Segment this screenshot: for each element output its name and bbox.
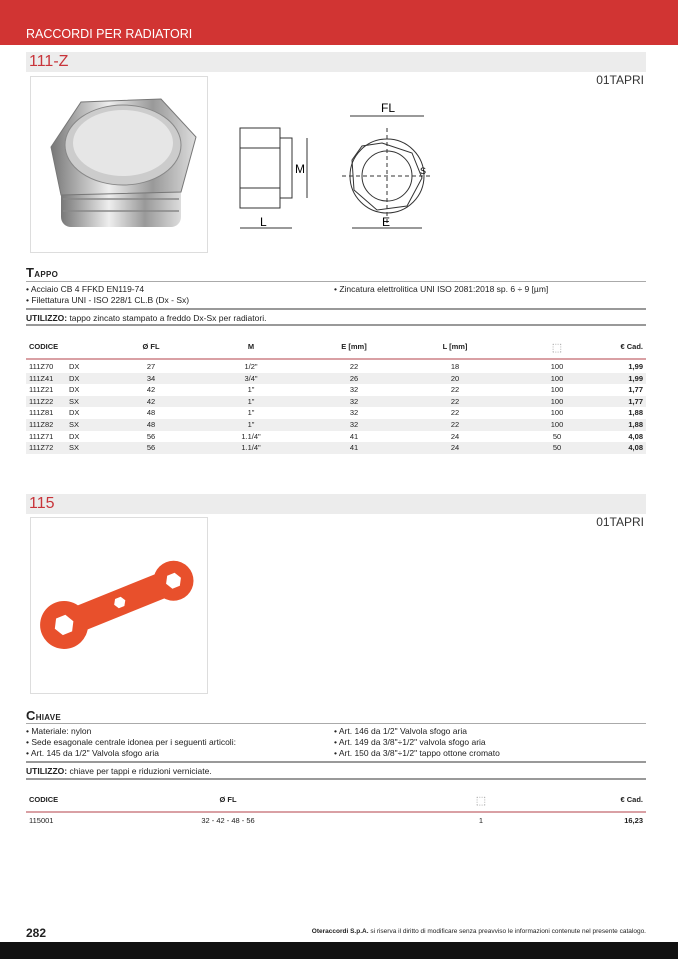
cell-price: 16,23 (624, 816, 643, 825)
package-box-icon: ⬚ (551, 342, 563, 354)
cell-pack: 50 (552, 443, 562, 453)
cell-code: 111Z41 (29, 373, 54, 383)
cell-fl: 48 (146, 408, 156, 418)
technical-drawing-tappo (232, 98, 452, 238)
product-code: 01TAPRI (596, 73, 644, 87)
label-l: L (260, 215, 267, 229)
cell-price: 4,08 (628, 431, 643, 441)
footer-notice: Oteraccordi S.p.A. si riserva il diritto di modificare senza preavviso le informazioni contenute nel presente catalogo. (311, 928, 646, 935)
label-e: E (382, 215, 391, 229)
cell-l: 24 (450, 431, 460, 441)
product-subtitle: Tappo (26, 265, 59, 280)
cell-fl: 56 (146, 443, 156, 453)
cell-code: 111Z81 (29, 408, 54, 418)
cell-fl: 42 (146, 396, 156, 406)
cell-m: 3/4" (244, 373, 258, 383)
table-row (26, 431, 646, 443)
cell-side: DX (69, 385, 80, 395)
product-subtitle: Chiave (26, 708, 62, 723)
cell-m: 1.1/4" (241, 431, 261, 441)
cell-l: 22 (450, 385, 460, 395)
label-fl: FL (381, 101, 396, 115)
product-bar-111z (26, 52, 646, 72)
table-row (26, 373, 646, 385)
product-code: 01TAPRI (596, 515, 644, 529)
table-row (26, 815, 646, 827)
divider (26, 308, 646, 310)
cell-fl: 56 (146, 431, 156, 441)
feature: • Filettatura UNI - ISO 228/1 CL.B (Dx - Sx) (26, 295, 190, 305)
product-bar-115 (26, 494, 646, 514)
cell-code: 111Z70 (29, 362, 54, 371)
cell-side: DX (69, 373, 80, 383)
cell-code: 115001 (29, 816, 54, 825)
divider (26, 761, 646, 763)
cell-code: 111Z72 (29, 443, 54, 453)
feature: • Art. 145 da 1/2" Valvola sfogo aria (26, 748, 159, 758)
cell-side: DX (69, 431, 80, 441)
cell-pack: 100 (550, 396, 564, 406)
cell-m: 1.1/4" (241, 443, 261, 453)
col-header: Ø FL (142, 342, 160, 351)
cell-price: 1,88 (628, 408, 643, 418)
cell-side: DX (69, 362, 80, 371)
cell-m: 1" (247, 385, 255, 395)
cell-fl: 42 (146, 385, 156, 395)
cell-e: 32 (349, 396, 359, 406)
package-box-icon: ⬚ (475, 795, 487, 807)
cell-m: 1" (247, 396, 255, 406)
feature: • Art. 149 da 3/8"÷1/2" valvola sfogo aria (334, 737, 486, 747)
cell-price: 1,99 (628, 373, 643, 383)
cell-price: 1,88 (628, 420, 643, 429)
col-header: € Cad. (620, 342, 643, 351)
cell-side: SX (69, 420, 80, 429)
col-header: L [mm] (442, 342, 468, 351)
cell-price: 1,77 (628, 385, 643, 395)
cell-e: 41 (349, 443, 359, 453)
cell-e: 41 (349, 431, 359, 441)
page-number: 282 (26, 926, 47, 940)
cell-pack: 100 (550, 385, 564, 395)
usage: UTILIZZO: chiave per tappi e riduzioni verniciate. (26, 766, 212, 776)
table-row (26, 384, 646, 396)
header-underline (26, 358, 646, 360)
cell-pack: 100 (550, 420, 564, 429)
table-row (26, 442, 646, 454)
cell-fl: 27 (146, 362, 156, 371)
section-header (0, 0, 678, 45)
feature: • Acciaio CB 4 FFKD EN119-74 (26, 284, 145, 294)
col-header: € Cad. (620, 795, 643, 804)
cell-price: 4,08 (628, 443, 643, 453)
cell-fl: 48 (146, 420, 156, 429)
cell-fl: 34 (146, 373, 156, 383)
section-title: RACCORDI PER RADIATORI (26, 27, 193, 41)
table-row (26, 419, 646, 431)
cell-e: 26 (349, 373, 359, 383)
cell-pack: 50 (552, 431, 562, 441)
cell-pack: 100 (550, 373, 564, 383)
cell-e: 22 (349, 362, 359, 371)
cell-m: 1/2" (244, 362, 258, 371)
cell-e: 32 (349, 385, 359, 395)
cell-l: 22 (450, 420, 460, 429)
cell-price: 1,99 (628, 362, 643, 371)
label-s: S (420, 166, 427, 176)
cell-code: 111Z22 (29, 396, 54, 406)
cell-l: 18 (450, 362, 460, 371)
feature: • Materiale: nylon (26, 726, 92, 736)
footer-band (0, 942, 678, 959)
col-header: E [mm] (341, 342, 367, 351)
cell-code: 111Z71 (29, 431, 54, 441)
cell-m: 1" (247, 420, 255, 429)
col-header: M (247, 342, 255, 351)
feature: • Zincatura elettrolitica UNI ISO 2081:2018 sp. 6 ÷ 9 [µm] (334, 284, 549, 294)
usage: UTILIZZO: tappo zincato stampato a freddo Dx-Sx per radiatori. (26, 313, 267, 323)
product-photo-chiave (30, 517, 208, 694)
table-row (26, 396, 646, 408)
header-underline (26, 811, 646, 813)
cell-e: 32 (349, 408, 359, 418)
feature: • Art. 146 da 1/2" Valvola sfogo aria (334, 726, 467, 736)
cell-pack: 100 (550, 408, 564, 418)
cell-code: 111Z21 (29, 385, 54, 395)
cell-pack: 1 (478, 816, 484, 825)
cell-side: SX (69, 443, 80, 453)
cell-l: 24 (450, 443, 460, 453)
product-name: 111-Z (29, 53, 69, 70)
cell-fl: 32 - 42 - 48 - 56 (201, 816, 255, 825)
cell-side: SX (69, 396, 80, 406)
cell-price: 1,77 (628, 396, 643, 406)
cell-code: 111Z82 (29, 420, 54, 429)
label-m: M (295, 162, 305, 176)
col-header: Ø FL (219, 795, 237, 804)
product-photo-tappo (30, 76, 208, 253)
col-header: CODICE (29, 342, 59, 351)
cell-pack: 100 (550, 362, 564, 371)
divider (26, 723, 646, 724)
divider (26, 281, 646, 282)
divider (26, 324, 646, 326)
cell-l: 20 (450, 373, 460, 383)
cell-m: 1" (247, 408, 255, 418)
table-row (26, 407, 646, 419)
cell-l: 22 (450, 408, 460, 418)
product-name: 115 (29, 495, 55, 512)
divider (26, 778, 646, 780)
feature: • Art. 150 da 3/8"÷1/2" tappo ottone cromato (334, 748, 500, 758)
feature: • Sede esagonale centrale idonea per i seguenti articoli: (26, 737, 236, 747)
table-row (26, 361, 646, 373)
cell-e: 32 (349, 420, 359, 429)
col-header: CODICE (29, 795, 59, 804)
cell-side: DX (69, 408, 80, 418)
cell-l: 22 (450, 396, 460, 406)
